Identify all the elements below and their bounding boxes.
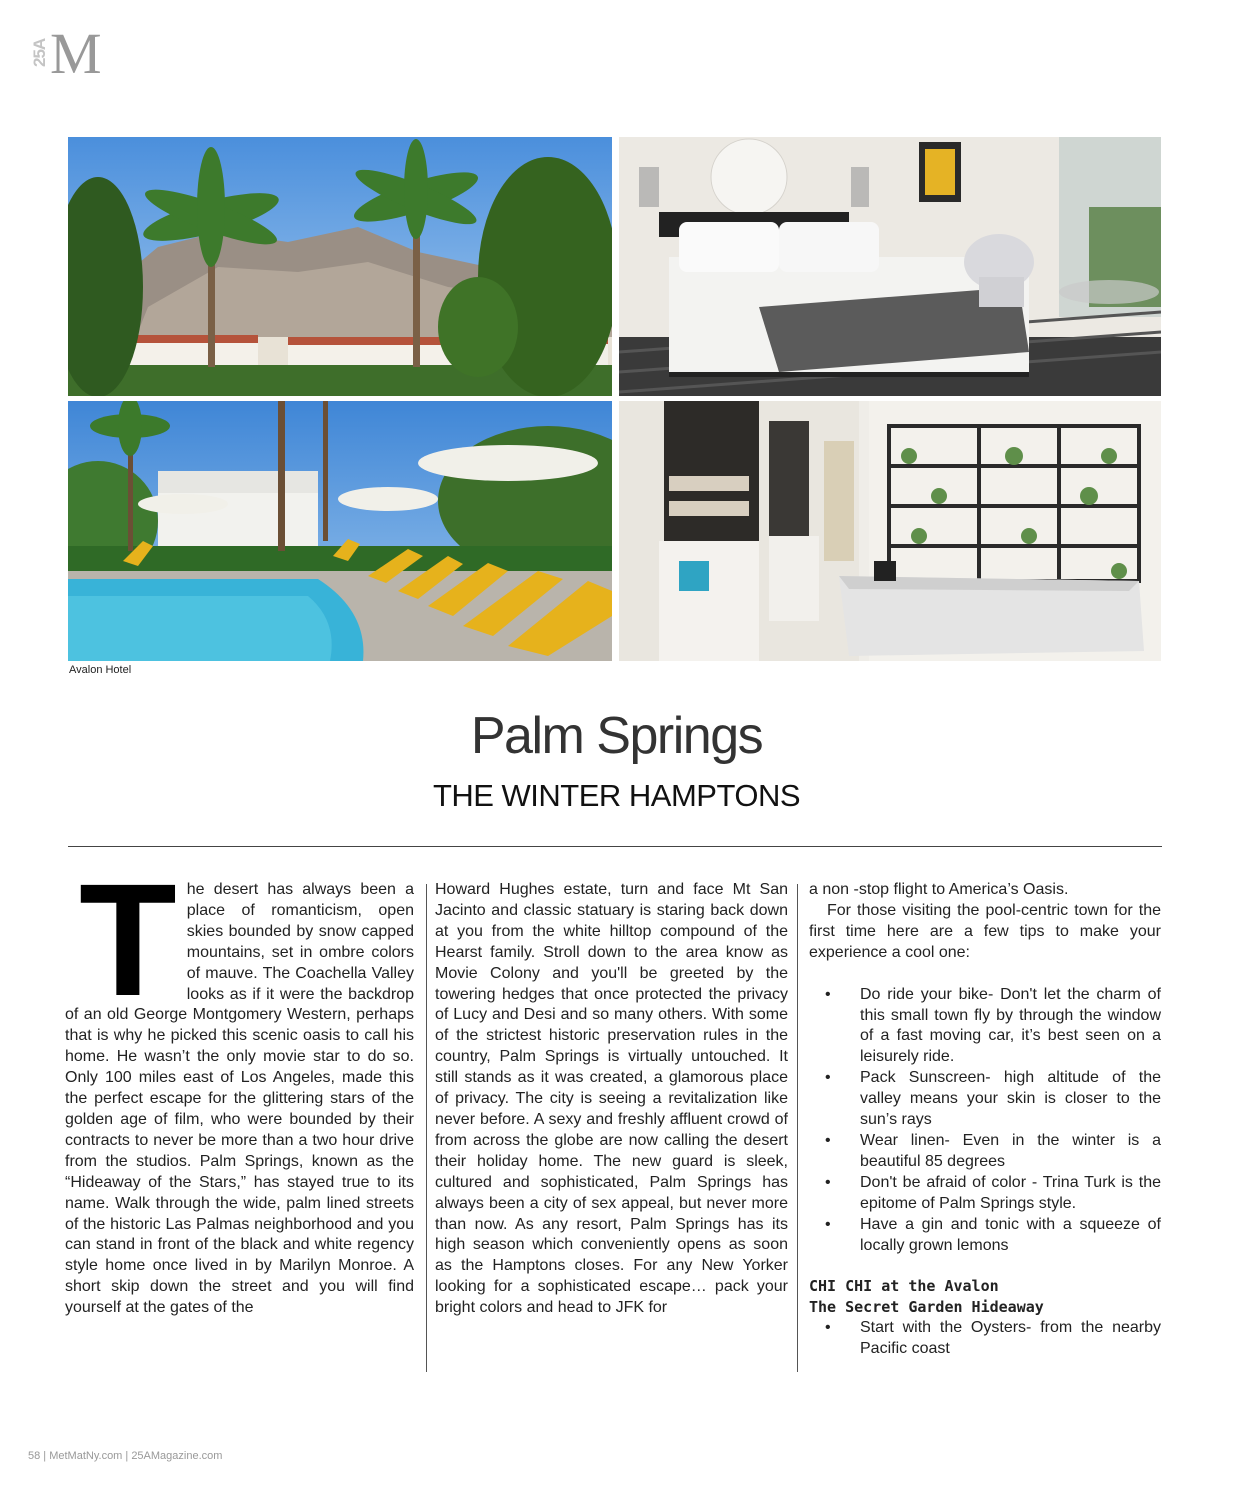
- list-item: • Have a gin and tonic with a squeeze of locally grown lemons: [809, 1215, 1161, 1257]
- list-item: • Start with the Oysters- from the nearby Pacific coast: [809, 1318, 1161, 1360]
- logo-letter: M: [50, 21, 102, 86]
- article-column-1: [65, 850, 414, 1319]
- pool-loungers-photo: [68, 401, 612, 661]
- page-footer: 58 | MetMatNy.com | 25AMagazine.com: [28, 1450, 223, 1462]
- article-title: Palm Springs: [470, 707, 763, 765]
- photo-caption: Avalon Hotel: [69, 664, 132, 676]
- column-1-text: he desert has always been a place of romanticism, open skies bounded by snow capped mountains, set in ombre colors of mauve. The Coachella Valley looks as if it were the backdrop of an old George Montgomery Western, perhaps that is why he picked this scenic oasis to call his home. He wasn’t the only movie star to do so. Only 100 miles east of Los Angeles, made this the perfect escape for the glittering stars of the golden age of film, who were bounded by their contracts to never be more than a two hour drive from the studios. Palm Springs, known as the “Hideaway of the Stars,” has stayed true to its name. Walk through the wide, palm lined streets of the historic Las Palmas neighborhood and you can stand in front of the black and white regency style home once lived in by Marilyn Monroe. A short skip down the street and you will find yourself at the gates of the: [65, 881, 414, 1317]
- drop-cap: T: [79, 850, 177, 1029]
- column-divider: [426, 884, 427, 1372]
- article-column-3: [809, 880, 1161, 1380]
- hotel-bedroom-photo: [619, 137, 1161, 396]
- list-item: • Pack Sunscreen- high altitude of the valley means your skin is closer to the sun’s rays: [809, 1068, 1161, 1131]
- section-subheading: The Secret Garden Hideaway: [809, 1298, 1044, 1317]
- section-tips-list: [809, 1318, 1161, 1360]
- list-item: • Wear linen- Even in the winter is a beautiful 85 degrees: [809, 1131, 1161, 1173]
- logo-side-label: 25A: [30, 38, 49, 68]
- list-item: • Don't be afraid of color - Trina Turk is the epitome of Palm Springs style.: [809, 1173, 1161, 1215]
- column-2-text: Howard Hughes estate, turn and face Mt San Jacinto and classic statuary is staring back down at you from the white hilltop compound of the Hearst family. Stroll down to the area know as Movie Colony and you'll be greeted by the towering hedges that once protected the privacy of Lucy and Desi and so many others. With some of the strictest historic preservation rules in the country, Palm Springs is virtually untouched. It still stands as it was created, a glamorous place of privacy. The city is seeing a revitalization like never before. A sexy and freshly affluent crowd of from across the globe are now calling the desert their holiday home. The new guard is sleek, cultured and sophisticated, Palm Springs has always been a city of sex appeal, but never more than now. As any resort, Palm Springs has its high season which conveniently opens as soon as the Hamptons closes. For any New Yorker looking for a sophisticated escape… pack your bright colors and head to JFK for: [435, 881, 788, 1317]
- tips-intro: For those visiting the pool-centric town for the first time here are a few tips to make your experience a cool one:: [809, 901, 1161, 961]
- tips-list: [809, 985, 1161, 1257]
- title-divider: [68, 846, 1162, 847]
- column-3-first-line: a non -stop flight to America’s Oasis.: [809, 881, 1069, 898]
- palm-trees-mountains-photo: [68, 137, 612, 396]
- article-column-2: [435, 880, 788, 1319]
- list-item: • Do ride your bike- Don't let the charm of this small town fly by through the window of a fast moving car, it’s best seen on a leisurely ride.: [809, 985, 1161, 1069]
- article-subtitle: THE WINTER HAMPTONS: [432, 778, 801, 813]
- column-divider: [797, 884, 798, 1372]
- spa-shelves-photo: [619, 401, 1161, 661]
- section-heading: CHI CHI at the Avalon: [809, 1277, 999, 1296]
